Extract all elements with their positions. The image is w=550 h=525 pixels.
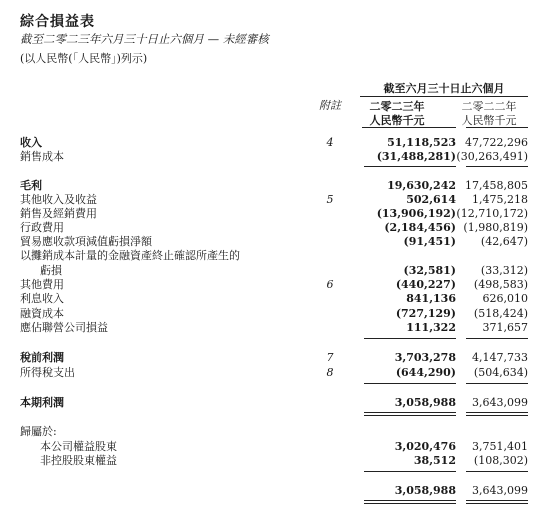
row-value-prior: 3,643,099: [472, 484, 528, 497]
row-note-ref: 6: [326, 278, 334, 291]
total-rule: [466, 383, 528, 384]
statement-row: [0, 193, 550, 207]
statement-row: [0, 150, 550, 164]
unit-current-header: 人民幣千元: [369, 114, 425, 127]
statement-row: [0, 249, 550, 263]
statement-row: [0, 440, 550, 454]
row-note-ref: 7: [326, 351, 334, 364]
row-label: 其他收入及收益: [20, 193, 97, 206]
row-value-current: 3,703,278: [394, 351, 456, 364]
row-label: 本期利潤: [20, 396, 64, 409]
row-value-prior: (30,263,491): [456, 150, 528, 163]
row-value-current: 51,118,523: [387, 136, 456, 149]
row-label: 虧損: [40, 264, 62, 277]
row-value-prior: (504,634): [473, 366, 528, 379]
row-label: 融資成本: [20, 307, 64, 320]
statement-row: [0, 207, 550, 221]
statement-row: [0, 278, 550, 292]
row-note-ref: 8: [326, 366, 334, 379]
statement-row: [0, 292, 550, 306]
row-value-current: (31,488,281): [376, 150, 456, 163]
row-value-prior: (498,583): [473, 278, 528, 291]
total-rule: [364, 503, 456, 504]
total-rule: [364, 166, 456, 167]
period-header-rule: [360, 96, 528, 97]
statement-row: [0, 221, 550, 235]
row-label: 以攤銷成本計量的金融資產終止確認所產生的: [20, 249, 240, 262]
row-value-current: (91,451): [403, 235, 456, 248]
unit-prior-header: 人民幣千元: [461, 114, 517, 127]
statement-row: [0, 307, 550, 321]
row-value-prior: 3,751,401: [472, 440, 528, 453]
header-rule-current: [362, 127, 456, 128]
row-value-current: 38,512: [413, 454, 456, 467]
row-label: 毛利: [20, 179, 42, 192]
row-label: 收入: [20, 136, 42, 149]
total-rule: [466, 503, 528, 504]
row-value-current: (644,290): [395, 366, 456, 379]
total-rule: [364, 338, 456, 339]
row-label: 銷售及經銷費用: [20, 207, 97, 220]
row-value-current: 841,136: [406, 292, 456, 305]
row-value-prior: 626,010: [482, 292, 528, 305]
statement-row: [0, 396, 550, 410]
total-rule: [466, 500, 528, 501]
row-value-current: 19,630,242: [387, 179, 456, 192]
row-value-current: (727,129): [395, 307, 456, 320]
row-label: 行政費用: [20, 221, 64, 234]
row-label: 所得稅支出: [20, 366, 75, 379]
row-label: 貿易應收款項減值虧損淨額: [20, 235, 152, 248]
row-value-current: 3,020,476: [394, 440, 456, 453]
statement-row: [0, 179, 550, 193]
row-value-current: (440,227): [395, 278, 456, 291]
total-rule: [364, 471, 456, 472]
statement-row: [0, 235, 550, 249]
statement-row: [0, 321, 550, 335]
row-label: 應佔聯營公司損益: [20, 321, 108, 334]
row-note-ref: 4: [326, 136, 334, 149]
total-rule: [466, 338, 528, 339]
statement-row: [0, 351, 550, 365]
row-value-current: (2,184,456): [384, 221, 456, 234]
row-value-current: 3,058,988: [394, 396, 456, 409]
row-value-prior: 17,458,805: [465, 179, 528, 192]
statement-row: [0, 366, 550, 380]
row-value-current: 111,322: [406, 321, 456, 334]
total-rule: [364, 500, 456, 501]
total-rule: [466, 412, 528, 413]
row-value-current: (13,906,192): [376, 207, 456, 220]
row-value-current: 3,058,988: [394, 484, 456, 497]
statement-row: [0, 454, 550, 468]
row-value-prior: (518,424): [473, 307, 528, 320]
row-value-prior: 371,657: [482, 321, 528, 334]
row-value-prior: (33,312): [480, 264, 528, 277]
total-rule: [364, 412, 456, 413]
statement-title: 綜合損益表: [20, 14, 95, 30]
row-label: 利息收入: [20, 292, 64, 305]
year-current-header: 二零二三年: [369, 100, 425, 113]
row-value-prior: 3,643,099: [472, 396, 528, 409]
row-value-prior: 1,475,218: [472, 193, 528, 206]
row-note-ref: 5: [326, 193, 334, 206]
currency-note: (以人民幣(「人民幣」)列示): [20, 52, 148, 65]
total-rule: [466, 166, 528, 167]
row-label: 非控股股東權益: [40, 454, 117, 467]
total-rule: [364, 383, 456, 384]
period-header: 截至六月三十日止六個月: [383, 82, 505, 95]
row-value-current: (32,581): [403, 264, 456, 277]
header-rule-prior: [466, 127, 528, 128]
statement-row: [0, 264, 550, 278]
total-rule: [466, 415, 528, 416]
row-value-prior: 47,722,296: [465, 136, 528, 149]
row-label: 稅前利潤: [20, 351, 64, 364]
row-value-prior: (12,710,172): [456, 207, 528, 220]
statement-row: [0, 425, 550, 439]
statement-subtitle: 截至二零二三年六月三十日止六個月 — 未經審核: [20, 32, 269, 46]
year-prior-header: 二零二二年: [461, 100, 517, 113]
row-label: 其他費用: [20, 278, 64, 291]
statement-row: [0, 136, 550, 150]
row-value-prior: (1,980,819): [463, 221, 528, 234]
row-value-prior: 4,147,733: [472, 351, 528, 364]
total-rule: [364, 415, 456, 416]
row-label: 歸屬於:: [20, 425, 57, 438]
row-label: 本公司權益股東: [40, 440, 117, 453]
row-label: 銷售成本: [20, 150, 64, 163]
statement-row: [0, 484, 550, 498]
row-value-current: 502,614: [406, 193, 456, 206]
row-value-prior: (108,302): [473, 454, 528, 467]
row-value-prior: (42,647): [480, 235, 528, 248]
note-column-header: 附註: [319, 99, 341, 112]
total-rule: [466, 471, 528, 472]
